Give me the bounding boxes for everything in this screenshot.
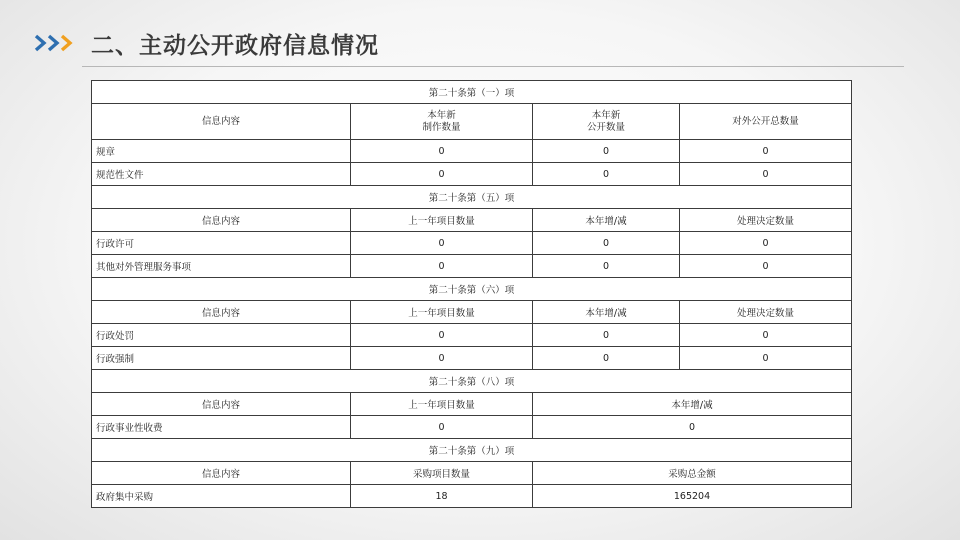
section-title-row — [92, 439, 852, 462]
table-row — [92, 416, 852, 439]
section-title: 第二十条第（一）项 — [92, 81, 852, 104]
section-title-row — [92, 81, 852, 104]
cell-value: 0 — [351, 416, 533, 439]
column-header: 本年增/减 — [533, 301, 680, 324]
column-header: 本年增/减 — [533, 393, 852, 416]
row-label: 其他对外管理服务事项 — [92, 255, 351, 278]
row-label: 行政许可 — [92, 232, 351, 255]
column-header: 本年新 制作数量 — [351, 104, 533, 140]
column-header: 对外公开总数量 — [680, 104, 852, 140]
section-title: 第二十条第（五）项 — [92, 186, 852, 209]
cell-value: 0 — [351, 255, 533, 278]
chevron-right-icon — [47, 34, 60, 52]
header-divider — [82, 66, 904, 67]
cell-value: 0 — [680, 255, 852, 278]
row-label: 行政强制 — [92, 347, 351, 370]
cell-value: 0 — [351, 140, 533, 163]
slide-header — [34, 26, 379, 60]
section-title: 第二十条第（六）项 — [92, 278, 852, 301]
chevron-right-icon — [34, 34, 47, 52]
cell-value: 0 — [533, 255, 680, 278]
column-header: 上一年项目数量 — [351, 393, 533, 416]
header-row — [92, 209, 852, 232]
header-row — [92, 462, 852, 485]
row-label: 行政处罚 — [92, 324, 351, 347]
section-title: 第二十条第（九）项 — [92, 439, 852, 462]
cell-value: 0 — [680, 347, 852, 370]
column-header: 上一年项目数量 — [351, 209, 533, 232]
cell-value: 0 — [351, 347, 533, 370]
column-header: 采购项目数量 — [351, 462, 533, 485]
row-label: 规章 — [92, 140, 351, 163]
cell-value: 0 — [680, 140, 852, 163]
column-header: 上一年项目数量 — [351, 301, 533, 324]
column-header: 信息内容 — [92, 209, 351, 232]
column-header: 本年增/减 — [533, 209, 680, 232]
cell-value: 0 — [533, 163, 680, 186]
section-title-row — [92, 370, 852, 393]
table-row — [92, 140, 852, 163]
row-label: 行政事业性收费 — [92, 416, 351, 439]
table-row — [92, 163, 852, 186]
section-title-row — [92, 186, 852, 209]
column-header: 本年新 公开数量 — [533, 104, 680, 140]
cell-value: 0 — [351, 163, 533, 186]
column-header: 采购总金额 — [533, 462, 852, 485]
cell-value: 0 — [533, 347, 680, 370]
table-row — [92, 232, 852, 255]
column-header: 信息内容 — [92, 462, 351, 485]
cell-value: 0 — [533, 324, 680, 347]
cell-value: 0 — [351, 324, 533, 347]
column-header: 处理决定数量 — [680, 209, 852, 232]
column-header: 信息内容 — [92, 104, 351, 140]
disclosure-table — [91, 80, 852, 508]
cell-value: 0 — [680, 324, 852, 347]
table-row — [92, 324, 852, 347]
table-row — [92, 485, 852, 508]
cell-value: 0 — [533, 232, 680, 255]
cell-value: 0 — [680, 232, 852, 255]
section-title: 第二十条第（八）项 — [92, 370, 852, 393]
cell-value: 0 — [533, 140, 680, 163]
header-row — [92, 301, 852, 324]
cell-value: 18 — [351, 485, 533, 508]
column-header: 处理决定数量 — [680, 301, 852, 324]
cell-value: 0 — [351, 232, 533, 255]
table-row — [92, 347, 852, 370]
chevron-right-icon — [60, 34, 73, 52]
cell-value: 0 — [533, 416, 852, 439]
page-title: 二、主动公开政府信息情况 — [91, 32, 379, 59]
chevrons-decoration — [34, 34, 73, 52]
row-label: 规范性文件 — [92, 163, 351, 186]
row-label: 政府集中采购 — [92, 485, 351, 508]
table-row — [92, 255, 852, 278]
cell-value: 0 — [680, 163, 852, 186]
column-header: 信息内容 — [92, 301, 351, 324]
header-row — [92, 393, 852, 416]
section-title-row — [92, 278, 852, 301]
header-row — [92, 104, 852, 140]
cell-value: 165204 — [533, 485, 852, 508]
column-header: 信息内容 — [92, 393, 351, 416]
